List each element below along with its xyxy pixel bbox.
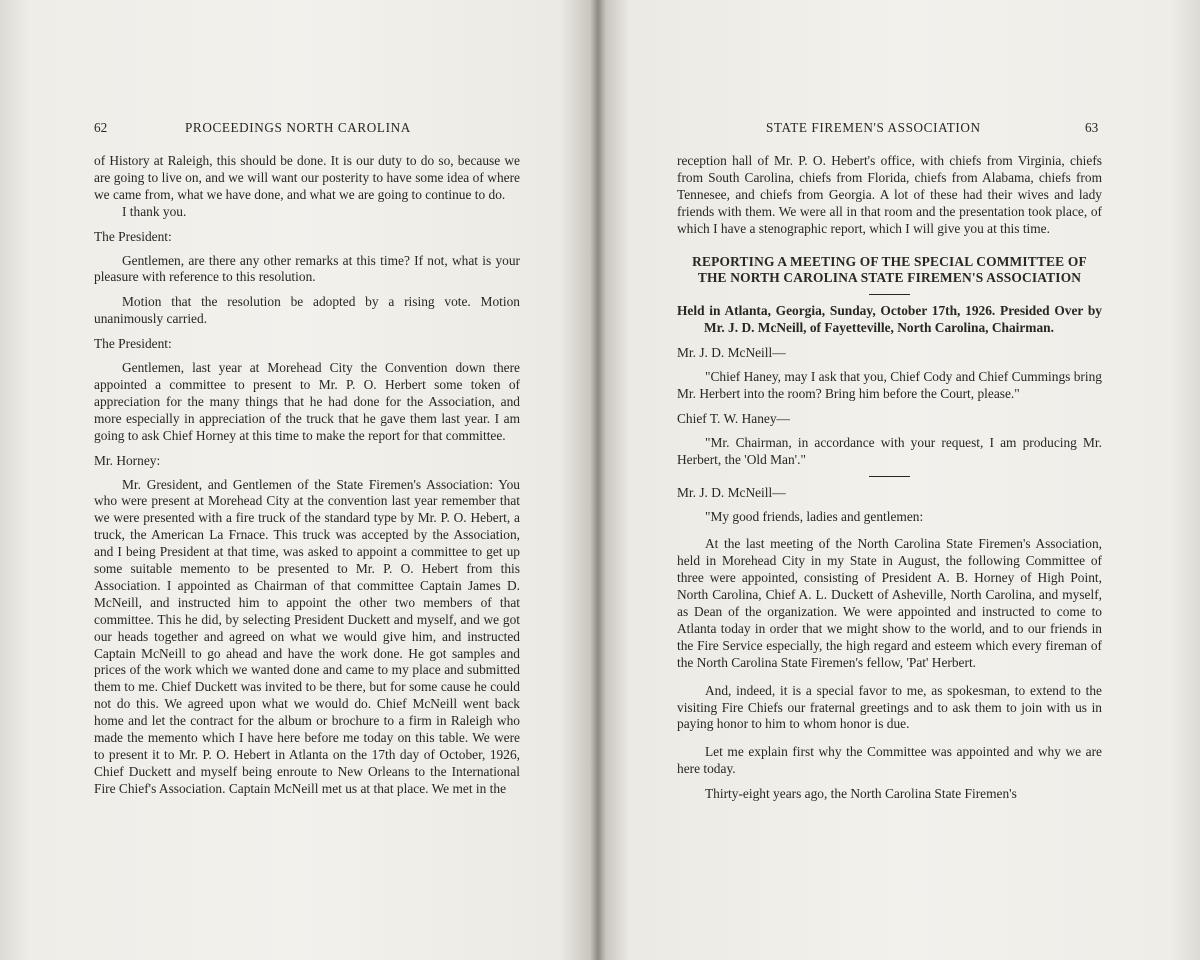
paragraph: Let me explain first why the Committee was appointed and why we are here today. [677, 744, 1102, 777]
paragraph: of History at Raleigh, this should be done. It is our duty to do so, because we are going to live on, and we will want our posterity to have some idea of where we came from, what we have done, and what we are going to continue to do. [94, 153, 520, 202]
paragraph: Gentlemen, last year at Morehead City the Convention down there appointed a committee to present to Mr. P. O. Herbert some token of appreciation for the many things that he had done for the Association, and more especially in appreciation of the truck that he gave them last year. I am going to ask Chief Horney at this time to make the report for that committee. [94, 360, 520, 443]
left-page-body [94, 153, 520, 798]
speaker-label: Mr. J. D. McNeill— [677, 345, 786, 361]
speaker-label: The President: [94, 228, 172, 244]
speaker-label: Chief T. W. Haney— [677, 410, 790, 426]
divider [869, 476, 910, 477]
quote: "Mr. Chairman, in accordance with your request, I am producing Mr. Herbert, the 'Old Man'." [677, 434, 1102, 467]
left-page [0, 0, 595, 960]
paragraph: Motion that the resolution be adopted by a rising vote. Motion unanimously carried. [94, 294, 520, 327]
speaker-label: Mr. Horney: [94, 452, 161, 468]
paragraph: reception hall of Mr. P. O. Hebert's office, with chiefs from Virginia, chiefs from South Carolina, chiefs from Florida, chiefs from Alabama, chiefs from Tennesee, and chiefs from Georgia. A lot of these had their wives and lady friends with them. We were all in that room and the presentation took place, of which I have a stenographic report, which I will give you at this time. [677, 153, 1102, 236]
running-head-right: STATE FIREMEN'S ASSOCIATION [766, 120, 981, 135]
section-heading [677, 254, 1102, 288]
page-number-right: 63 [1085, 120, 1099, 135]
paragraph: Gentlemen, are there any other remarks at this time? If not, what is your pleasure with reference to this resolution. [94, 252, 520, 285]
section-heading-line: THE NORTH CAROLINA STATE FIREMEN'S ASSOCIATION [697, 270, 1082, 286]
speaker-label: Mr. J. D. McNeill— [677, 484, 786, 500]
divider [869, 294, 910, 295]
running-head-left: PROCEEDINGS NORTH CAROLINA [185, 120, 411, 135]
paragraph: Thirty-eight years ago, the North Carolina State Firemen's [705, 786, 1017, 802]
right-page [603, 0, 1200, 960]
quote: "Chief Haney, may I ask that you, Chief Cody and Chief Cummings bring Mr. Herbert into the room? Bring him before the Court, please." [677, 369, 1102, 401]
meeting-note: Held in Atlanta, Georgia, Sunday, October 17th, 1926. Presided Over by Mr. J. D. McNeill, of Fayetteville, North Carolina, Chairman. [677, 303, 1102, 336]
quote: "My good friends, ladies and gentlemen: [705, 508, 924, 524]
paragraph: At the last meeting of the North Carolina State Firemen's Association, held in Morehead City in my State in August, the following Committee of three were appointed, consisting of President A. B. Horney of High Point, North Carolina, Chief A. L. Duckett of Asheville, North Carolina, and myself, as Dean of the organization. We were appointed and instructed to come to Atlanta today in order that we might show to the world, and to our friends in the Fire Service especially, the high regard and esteem which every fireman of the North Carolina State Firemen's fellow, 'Pat' Herbert. [677, 536, 1102, 670]
paragraph: I thank you. [122, 203, 187, 219]
paragraph: Mr. Gresident, and Gentlemen of the State Firemen's Association: You who were present at Morehead City at the convention last year remember that we were presented with a fire truck of the standard type by Mr. P. O. Hebert, a truck, the American La Frnace. This truck was accepted by the Association, and I being President at that time, was asked to appoint a committee to get up some suitable memento to be presented to Mr. P. O. Hebert from this Association. I appointed as Chairman of that committee Captain James D. McNeill, and instructed him to appoint the other two members of that committee. This he did, by selecting President Duckett and myself, and we got our heads together and agreed on what we would give him, and instructed Captain McNeill to go ahead and have the work done. He got samples and prices of the work which we wanted done and came to my place and submitted them to me. Chief Duckett was invited to be there, but for some cause he could not do this. We agreed upon what we would do. Chief McNeill went back home and let the contract for the album or brochure to a firm in Raleigh who made the memento which I have here before me today on this table. We were to present it to Mr. P. O. Hebert in Atlanta on the 17th day of October, 1926, Chief Duckett and myself being enroute to New Orleans to the International Fire Chief's Association. Captain McNeill met us at that place. We met in the [94, 476, 520, 796]
paragraph: And, indeed, it is a special favor to me, as spokesman, to extend to the visiting Fire Chiefs our fraternal greetings and to ask them to join with us in paying honor to him to whom honor is due. [677, 682, 1102, 732]
right-page-body [677, 153, 1102, 803]
speaker-label: The President: [94, 336, 172, 352]
page-number-left: 62 [94, 120, 108, 135]
section-heading-line: REPORTING A MEETING OF THE SPECIAL COMMITTEE OF [692, 253, 1087, 269]
